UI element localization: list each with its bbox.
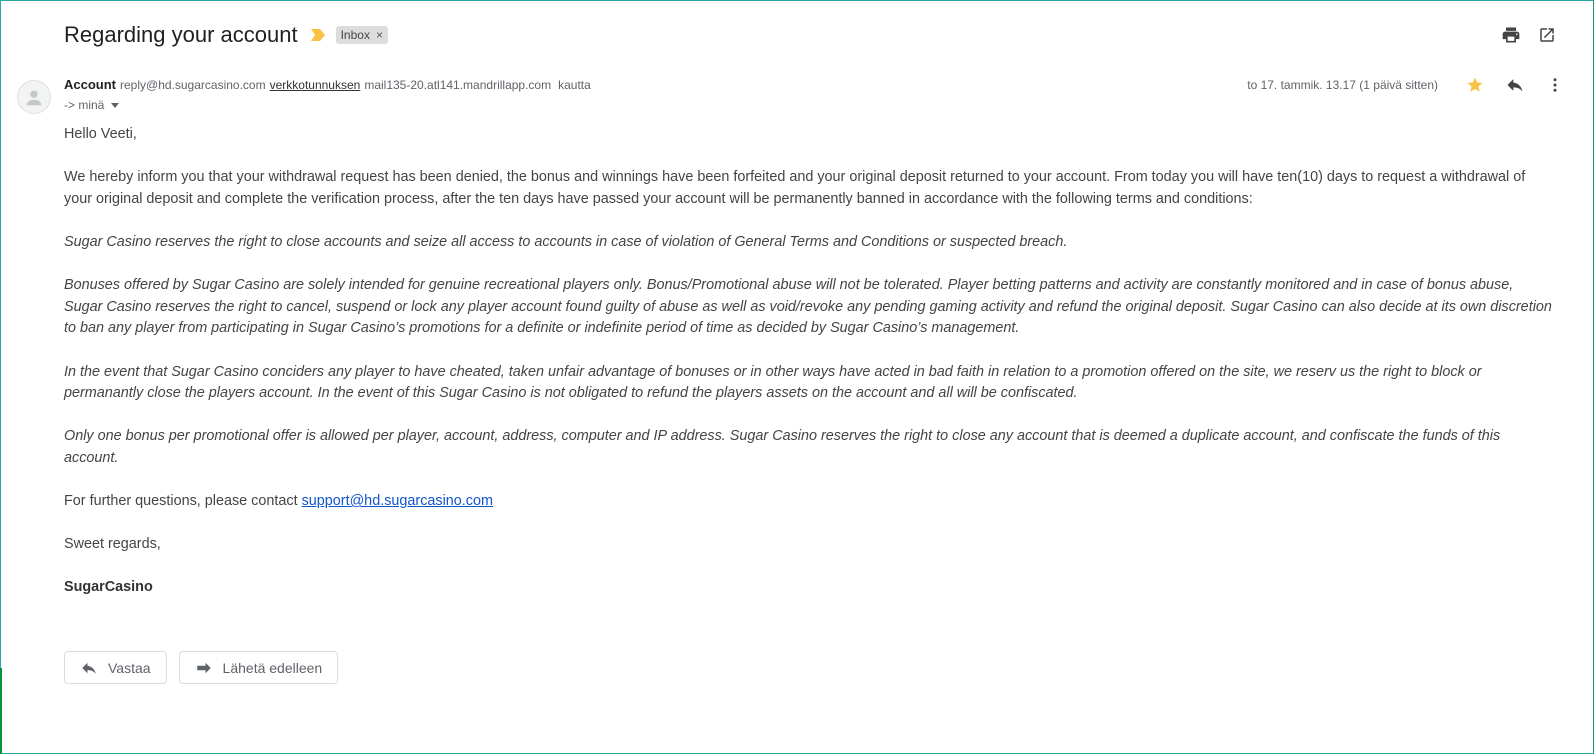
- terms-paragraph: In the event that Sugar Casino conciders any player to have cheated, taken unfair advantage of bonuses or in other ways have acted in bad faith in relation to a promotion offered on the site, we reserv us the right to block or permanantly close the players account. In the event of this Sugar Casino is not obligated to refund the players assets on the account and all will be confiscated.: [64, 363, 1482, 402]
- contact-prefix: For further questions, please contact: [64, 493, 302, 510]
- window-edge-accent: [0, 668, 2, 754]
- label-chip-text: Inbox: [340, 28, 370, 42]
- reply-icon: [80, 659, 98, 677]
- important-marker-icon[interactable]: [310, 28, 326, 42]
- reply-button-label: Vastaa: [108, 659, 151, 676]
- forward-button-label: Lähetä edelleen: [222, 659, 323, 676]
- via-domain-link[interactable]: verkkotunnuksen: [269, 78, 361, 92]
- more-vert-icon[interactable]: [1544, 74, 1566, 96]
- sender-row: [64, 77, 591, 92]
- closing: Sweet regards,: [64, 536, 161, 553]
- message-meta: [1247, 74, 1566, 96]
- bottom-actions: [64, 651, 338, 684]
- body-paragraph: We hereby inform you that your withdrawal request has been denied, the bonus and winnings have been forfeited and your original deposit returned to your account. From today you will have ten(10) days to request a withdrawal of your original deposit and complete the verification process, after the ten days have passed your account will be permanently banned in accordance with the following terms and conditions:: [64, 169, 1526, 207]
- recipient-text: -> minä: [64, 98, 105, 112]
- sender-email: reply@hd.sugarcasino.com: [120, 78, 266, 92]
- reply-button[interactable]: [64, 651, 167, 684]
- via-domain: mail135-20.atl141.mandrillapp.com: [364, 78, 552, 92]
- greeting: Hello Veeti,: [64, 126, 137, 142]
- avatar: [17, 80, 51, 114]
- forward-button[interactable]: [179, 651, 339, 684]
- recipient-toggle[interactable]: [64, 98, 119, 112]
- sender-name: Account: [64, 77, 116, 92]
- open-in-new-window-icon[interactable]: [1536, 24, 1558, 46]
- subject-row: [64, 20, 388, 50]
- print-icon[interactable]: [1500, 24, 1522, 46]
- top-actions: [1500, 24, 1558, 46]
- forward-icon: [195, 659, 213, 677]
- star-icon[interactable]: [1464, 74, 1486, 96]
- message-body: [64, 124, 1554, 621]
- chevron-down-icon: [111, 103, 119, 108]
- message-date: to 17. tammik. 13.17 (1 päivä sitten): [1247, 78, 1438, 92]
- remove-label-button[interactable]: ×: [375, 28, 383, 42]
- person-icon: [23, 86, 45, 108]
- terms-paragraph: Sugar Casino reserves the right to close accounts and seize all access to accounts in case of violation of General Terms and Conditions or suspected breach.: [64, 233, 1068, 250]
- terms-paragraph: Only one bonus per promotional offer is allowed per player, account, address, computer and IP address. Sugar Casino reserves the right to close any account that is deemed a duplicate account, and confiscate the funds of this account.: [64, 428, 1501, 466]
- signature: SugarCasino: [64, 579, 153, 596]
- reply-icon[interactable]: [1504, 74, 1526, 96]
- contact-line: [64, 491, 1554, 513]
- via-suffix: kautta: [558, 78, 591, 92]
- label-chip-inbox: [336, 26, 388, 44]
- email-subject: Regarding your account: [64, 22, 298, 47]
- terms-paragraph: Bonuses offered by Sugar Casino are solely intended for genuine recreational players only. Bonus/Promotional abuse will not be tolerated. Player betting patterns and activity are constantly monitored and in case of bonus abuse, Sugar Casino reserves the right to cancel, suspend or lock any player account found guilty of abuse as well as void/revoke any pending gaming activity and refund the original deposit. Sugar Casino can also decide at its own discretion to ban any player from participating in Sugar Casino’s promotions for a definite or indefinite period of time as decided by Sugar Casino’s management.: [64, 277, 1552, 337]
- support-email-link[interactable]: support@hd.sugarcasino.com: [301, 493, 493, 510]
